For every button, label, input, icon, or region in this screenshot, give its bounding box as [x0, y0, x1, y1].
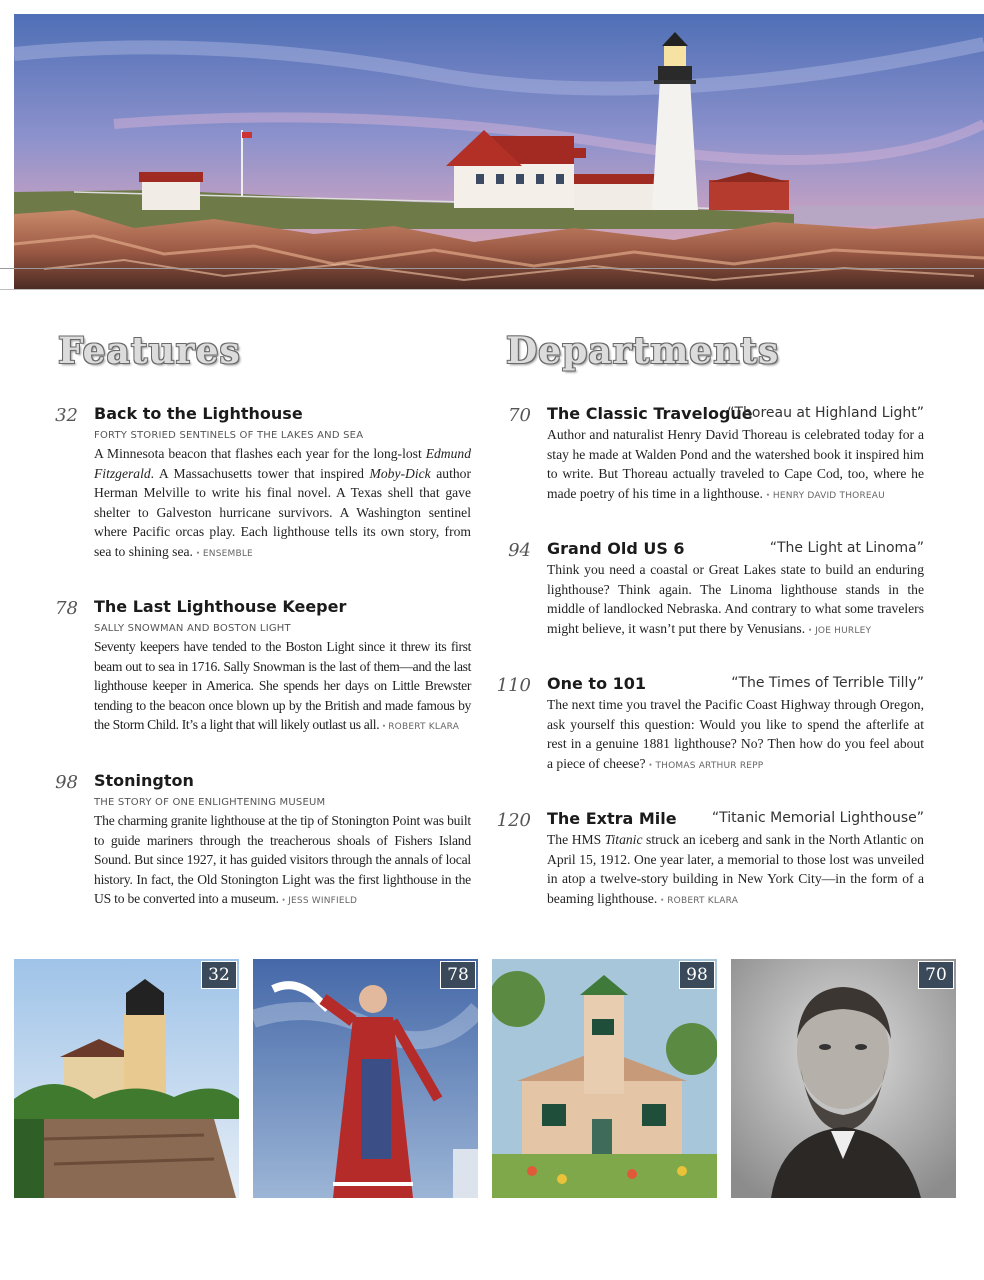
thumbnail-henry-david-thoreau[interactable] — [731, 959, 956, 1198]
page-number: 78 — [55, 598, 78, 619]
byline: JESS WINFIELD — [288, 896, 358, 906]
hero-lighthouse-photo — [14, 14, 984, 290]
page-number: 120 — [496, 810, 531, 831]
page-number-badge: 32 — [201, 961, 237, 989]
department-entry-one-to-101[interactable] — [487, 673, 927, 783]
byline: JOE HURLEY — [815, 625, 872, 636]
page-number: 98 — [55, 772, 78, 793]
article-body: Think you need a coastal or Great Lakes state to build an enduring lighthouse? Think again. The Linoma lighthouse stands in the middle of landlocked Nebraska. And contrary to what some travelers might believe, it wasn’t put there by Venusians. • JOE HURLEY — [547, 562, 924, 636]
department-entry-classic-travelogue[interactable] — [487, 403, 927, 513]
article-body: Author and naturalist Henry David Thoreau is celebrated today for a stay he made at Walden Pond and the watershed book it inspired him to write. But Thoreau actually traveled to Cape Cod, too, where he made poetry of his time in a lighthouse. • HENRY DAVID THOREAU — [547, 427, 924, 501]
article-body: The next time you travel the Pacific Coast Highway through Oregon, ask yourself this question: Would you like to spend the afterlife at rest in a genuine 1881 lighthouse? No? Then how do you feel about a piece of cheese? • THOMAS ARTHUR REPP — [547, 697, 924, 771]
article-subtitle: THE STORY OF ONE ENLIGHTENING MUSEUM — [94, 797, 326, 808]
page-number: 94 — [508, 540, 531, 561]
article-quote-title[interactable]: “The Times of Terrible Tilly” — [731, 675, 924, 691]
department-entry-grand-old-us6[interactable] — [487, 538, 927, 648]
feature-entry-last-keeper[interactable] — [34, 596, 474, 736]
article-subtitle: FORTY STORIED SENTINELS OF THE LAKES AND SEA — [94, 430, 364, 441]
page-number: 32 — [55, 405, 78, 426]
article-subtitle: SALLY SNOWMAN AND BOSTON LIGHT — [94, 623, 291, 634]
byline: ROBERT KLARA — [388, 722, 460, 732]
article-body: A Minnesota beacon that flashes each year for the long-lost Edmund Fitzgerald. A Massachusetts tower that inspired Moby-Dick author Herman Melville to write his final novel. A Texas shell that gave shelter to Galveston hurricane survivors. A Washington sentinel where Pacific orcas play. Each lighthouse tells its own story, from sea to shining sea. • ENSEMBLE — [94, 446, 471, 559]
thumbnail-stonington-rug[interactable] — [492, 959, 717, 1198]
article-quote-title[interactable]: “Titanic Memorial Lighthouse” — [711, 810, 924, 826]
byline: ENSEMBLE — [202, 548, 253, 559]
article-quote-title[interactable]: “The Light at Linoma” — [769, 540, 924, 556]
department-entry-extra-mile[interactable] — [487, 808, 927, 918]
department-title[interactable]: Grand Old US 6 — [547, 539, 685, 558]
feature-entry-stonington[interactable] — [34, 770, 474, 910]
article-body: The charming granite lighthouse at the tip of Stonington Point was built to guide mariners through the treacherous shoals of Fishers Island Sound. But since 1927, it has guided visitors through the annals of local history. In fact, the Old Stonington Light was the first lighthouse in the US to be converted into a museum. • JESS WINFIELD — [94, 813, 471, 906]
department-title[interactable]: One to 101 — [547, 674, 647, 693]
hero-divider-line-lower — [0, 289, 984, 290]
page-number: 70 — [508, 405, 531, 426]
department-title[interactable]: The Extra Mile — [547, 809, 677, 828]
page-number-badge: 98 — [679, 961, 715, 989]
thumbnail-sally-snowman[interactable] — [253, 959, 478, 1198]
article-body: Seventy keepers have tended to the Boston Light since it threw its first beam out to sea in 1716. Sally Snowman is the last of them—and the last lighthouse keeper in America. She spends her days on Little Brewster tending to the beacon once blown up by the British and made famous by the Storm Child. It’s a light that will likely outlast us all. • ROBERT KLARA — [94, 639, 471, 732]
feature-entry-back-to-lighthouse[interactable] — [34, 403, 474, 563]
departments-heading: Departments — [506, 330, 780, 372]
article-quote-title[interactable]: “Thoreau at Highland Light” — [727, 405, 924, 421]
page-number-badge: 70 — [918, 961, 954, 989]
article-title[interactable]: Back to the Lighthouse — [94, 404, 303, 423]
page-number-badge: 78 — [440, 961, 476, 989]
byline: ROBERT KLARA — [667, 895, 739, 906]
hero-divider-line — [0, 268, 984, 269]
byline: HENRY DAVID THOREAU — [772, 490, 885, 501]
article-body: The HMS Titanic struck an iceberg and sank in the North Atlantic on April 15, 1912. One year later, a memorial to those lost was unveiled in atop a twelve-story building in New York City—in the form of a beaming lighthouse. • ROBERT KLARA — [547, 832, 924, 906]
thumbnail-split-rock-lighthouse[interactable] — [14, 959, 239, 1198]
byline: THOMAS ARTHUR REPP — [655, 760, 764, 771]
department-title[interactable]: The Classic Travelogue — [547, 404, 753, 423]
page-number: 110 — [496, 675, 531, 696]
article-title[interactable]: The Last Lighthouse Keeper — [94, 597, 347, 616]
features-heading: Features — [58, 330, 241, 372]
article-title[interactable]: Stonington — [94, 771, 194, 790]
